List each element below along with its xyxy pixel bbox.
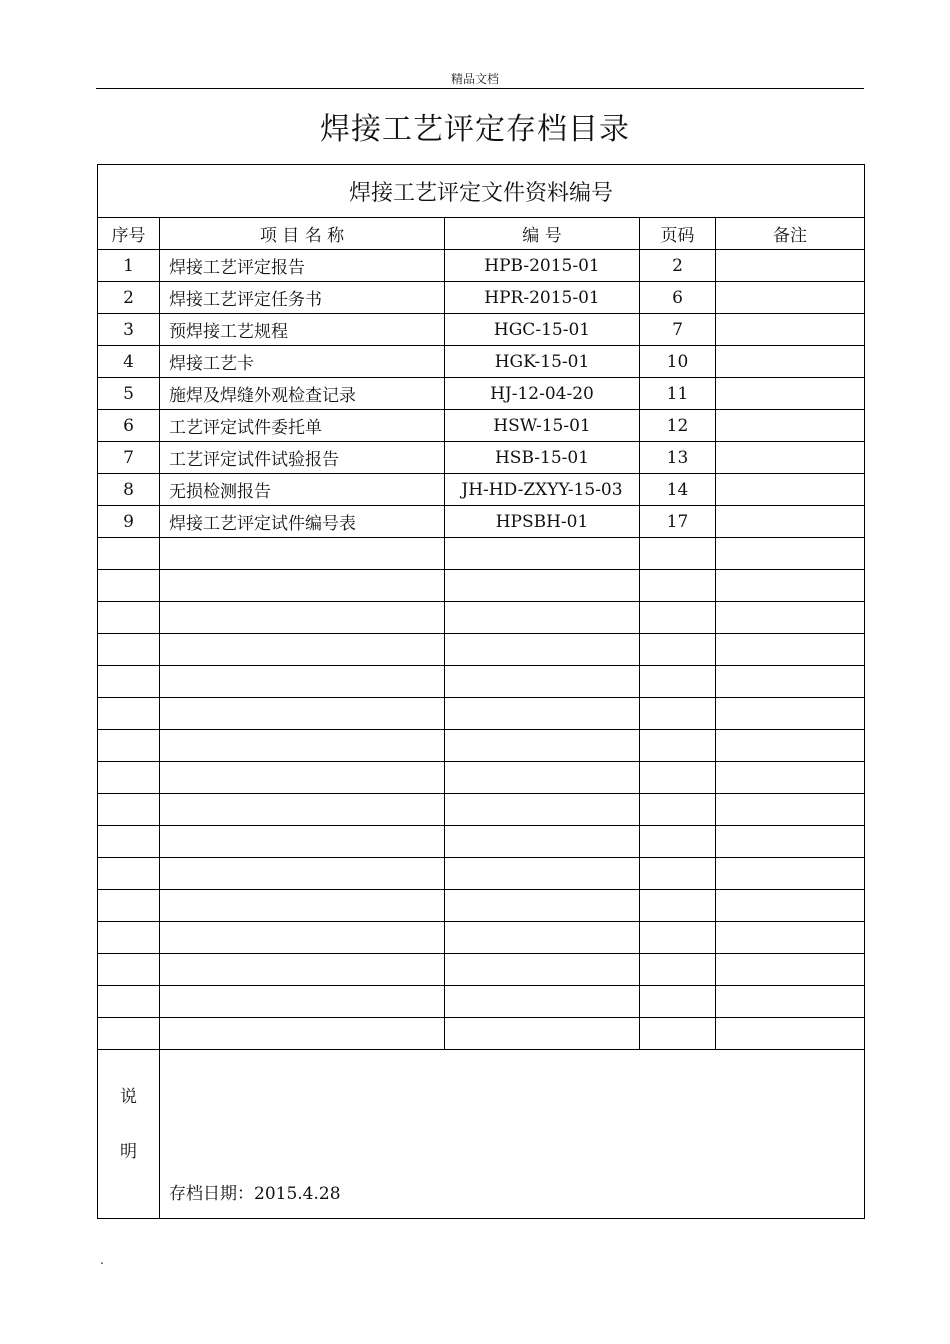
- cell-page: [640, 954, 716, 986]
- cell-code: [445, 890, 640, 922]
- cell-name: 焊接工艺评定任务书: [160, 282, 445, 314]
- cell-page: 6: [640, 282, 716, 314]
- cell-seq: [98, 570, 160, 602]
- cell-code: [445, 858, 640, 890]
- cell-remark: [716, 314, 865, 346]
- cell-seq: 1: [98, 250, 160, 282]
- cell-code: [445, 634, 640, 666]
- cell-page: [640, 698, 716, 730]
- table-row: [98, 890, 865, 922]
- cell-name: [160, 538, 445, 570]
- column-header-name: 项 目 名 称: [160, 218, 445, 250]
- cell-remark: [716, 666, 865, 698]
- cell-remark: [716, 282, 865, 314]
- cell-code: HSB-15-01: [445, 442, 640, 474]
- cell-code: [445, 602, 640, 634]
- cell-seq: [98, 826, 160, 858]
- table-row: [98, 922, 865, 954]
- cell-remark: [716, 826, 865, 858]
- cell-code: JH-HD-ZXYY-15-03: [445, 474, 640, 506]
- cell-remark: [716, 346, 865, 378]
- cell-code: [445, 794, 640, 826]
- cell-code: [445, 954, 640, 986]
- table-row: [98, 442, 865, 474]
- table-row: [98, 986, 865, 1018]
- cell-page: [640, 634, 716, 666]
- cell-code: HPB-2015-01: [445, 250, 640, 282]
- table-row: [98, 346, 865, 378]
- cell-remark: [716, 762, 865, 794]
- table-row: [98, 698, 865, 730]
- cell-name: [160, 602, 445, 634]
- cell-name: 焊接工艺评定试件编号表: [160, 506, 445, 538]
- cell-seq: [98, 954, 160, 986]
- document-title: 焊接工艺评定存档目录: [320, 112, 630, 147]
- cell-seq: [98, 794, 160, 826]
- cell-page: 12: [640, 410, 716, 442]
- cell-code: HJ-12-04-20: [445, 378, 640, 410]
- cell-code: [445, 922, 640, 954]
- cell-remark: [716, 506, 865, 538]
- cell-code: [445, 1018, 640, 1050]
- note-body: [160, 1050, 865, 1219]
- note-label-char-1: 说: [120, 1087, 137, 1107]
- cell-code: [445, 826, 640, 858]
- cell-seq: 5: [98, 378, 160, 410]
- column-header-seq: 序号: [98, 218, 160, 250]
- table-row: [98, 602, 865, 634]
- cell-name: 焊接工艺卡: [160, 346, 445, 378]
- cell-remark: [716, 1018, 865, 1050]
- table-row: [98, 282, 865, 314]
- cell-page: [640, 858, 716, 890]
- cell-name: [160, 826, 445, 858]
- cell-remark: [716, 410, 865, 442]
- cell-name: 焊接工艺评定报告: [160, 250, 445, 282]
- cell-page: [640, 666, 716, 698]
- cell-page: 14: [640, 474, 716, 506]
- cell-seq: [98, 666, 160, 698]
- column-header-row: [98, 218, 865, 250]
- cell-seq: [98, 730, 160, 762]
- table-row: [98, 666, 865, 698]
- table-row: [98, 954, 865, 986]
- cell-page: [640, 986, 716, 1018]
- cell-name: [160, 954, 445, 986]
- cell-code: HPR-2015-01: [445, 282, 640, 314]
- cell-name: [160, 570, 445, 602]
- table-row: [98, 730, 865, 762]
- cell-seq: [98, 698, 160, 730]
- cell-seq: [98, 602, 160, 634]
- table-row: [98, 410, 865, 442]
- cell-name: 无损检测报告: [160, 474, 445, 506]
- table-row: [98, 1018, 865, 1050]
- cell-seq: [98, 890, 160, 922]
- table-row: [98, 378, 865, 410]
- cell-name: [160, 922, 445, 954]
- cell-remark: [716, 794, 865, 826]
- cell-remark: [716, 858, 865, 890]
- cell-seq: [98, 986, 160, 1018]
- cell-remark: [716, 922, 865, 954]
- cell-name: [160, 634, 445, 666]
- cell-name: [160, 762, 445, 794]
- cell-code: HSW-15-01: [445, 410, 640, 442]
- cell-code: [445, 730, 640, 762]
- cell-page: [640, 762, 716, 794]
- cell-code: [445, 666, 640, 698]
- cell-page: [640, 538, 716, 570]
- cell-code: [445, 698, 640, 730]
- cell-page: [640, 794, 716, 826]
- cell-seq: [98, 922, 160, 954]
- cell-remark: [716, 250, 865, 282]
- cell-name: [160, 986, 445, 1018]
- cell-seq: 7: [98, 442, 160, 474]
- table-row: [98, 314, 865, 346]
- table-row: [98, 506, 865, 538]
- header-rule: [96, 88, 864, 89]
- cell-seq: [98, 634, 160, 666]
- cell-seq: 8: [98, 474, 160, 506]
- footer-mark: .: [100, 1253, 104, 1267]
- cell-remark: [716, 378, 865, 410]
- cell-page: [640, 730, 716, 762]
- cell-name: [160, 730, 445, 762]
- cell-remark: [716, 570, 865, 602]
- table-row: [98, 762, 865, 794]
- cell-seq: [98, 858, 160, 890]
- cell-seq: [98, 762, 160, 794]
- table-row: [98, 794, 865, 826]
- cell-name: [160, 666, 445, 698]
- archive-date: 存档日期：2015.4.28: [169, 1184, 341, 1204]
- cell-code: [445, 762, 640, 794]
- cell-code: HGC-15-01: [445, 314, 640, 346]
- cell-seq: 2: [98, 282, 160, 314]
- cell-code: [445, 538, 640, 570]
- page-header: 精品文档: [450, 72, 499, 86]
- cell-remark: [716, 538, 865, 570]
- column-header-page: 页码: [640, 218, 716, 250]
- cell-seq: 6: [98, 410, 160, 442]
- cell-seq: 3: [98, 314, 160, 346]
- cell-remark: [716, 730, 865, 762]
- catalog-table: [97, 164, 865, 1219]
- cell-remark: [716, 698, 865, 730]
- column-header-code: 编 号: [445, 218, 640, 250]
- cell-seq: [98, 538, 160, 570]
- cell-seq: 9: [98, 506, 160, 538]
- table-row: [98, 474, 865, 506]
- table-row: [98, 538, 865, 570]
- table-row: [98, 826, 865, 858]
- cell-name: [160, 698, 445, 730]
- table-row: [98, 250, 865, 282]
- cell-page: [640, 890, 716, 922]
- table-row: [98, 634, 865, 666]
- cell-name: 预焊接工艺规程: [160, 314, 445, 346]
- cell-code: [445, 986, 640, 1018]
- cell-name: 施焊及焊缝外观检查记录: [160, 378, 445, 410]
- cell-page: [640, 1018, 716, 1050]
- banner-row: [98, 165, 865, 218]
- cell-page: [640, 922, 716, 954]
- cell-page: 7: [640, 314, 716, 346]
- table-row: [98, 570, 865, 602]
- cell-name: 工艺评定试件试验报告: [160, 442, 445, 474]
- cell-page: 10: [640, 346, 716, 378]
- cell-remark: [716, 954, 865, 986]
- cell-remark: [716, 890, 865, 922]
- cell-code: [445, 570, 640, 602]
- cell-remark: [716, 634, 865, 666]
- cell-page: 11: [640, 378, 716, 410]
- cell-seq: [98, 1018, 160, 1050]
- cell-code: HPSBH-01: [445, 506, 640, 538]
- cell-page: 13: [640, 442, 716, 474]
- note-label-char-2: 明: [120, 1142, 137, 1162]
- cell-seq: 4: [98, 346, 160, 378]
- cell-name: [160, 858, 445, 890]
- cell-code: HGK-15-01: [445, 346, 640, 378]
- note-label: [98, 1050, 160, 1219]
- cell-page: [640, 602, 716, 634]
- column-header-remark: 备注: [716, 218, 865, 250]
- table-banner: 焊接工艺评定文件资料编号: [98, 165, 865, 218]
- cell-page: 2: [640, 250, 716, 282]
- cell-name: [160, 1018, 445, 1050]
- table-row: [98, 858, 865, 890]
- cell-page: [640, 826, 716, 858]
- cell-page: [640, 570, 716, 602]
- cell-remark: [716, 986, 865, 1018]
- cell-name: [160, 794, 445, 826]
- cell-remark: [716, 442, 865, 474]
- note-row: [98, 1050, 865, 1219]
- cell-name: 工艺评定试件委托单: [160, 410, 445, 442]
- cell-name: [160, 890, 445, 922]
- cell-remark: [716, 602, 865, 634]
- cell-page: 17: [640, 506, 716, 538]
- cell-remark: [716, 474, 865, 506]
